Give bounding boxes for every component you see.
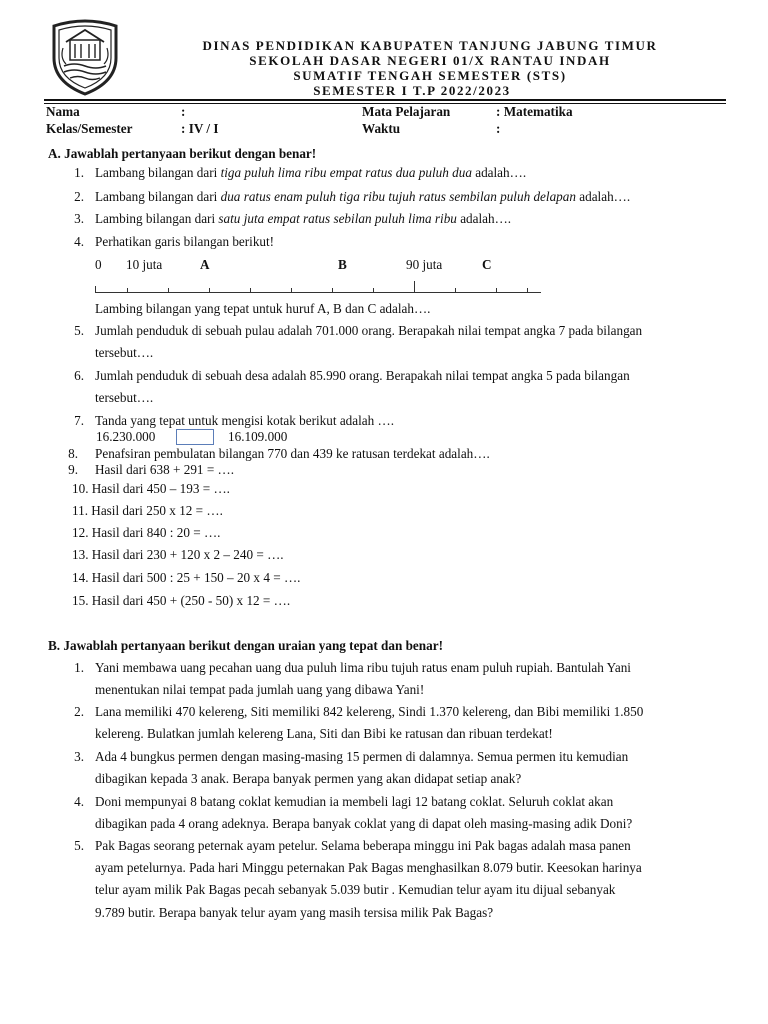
q7-number: 7.	[74, 413, 84, 428]
header-line-2: SEKOLAH DASAR NEGERI 01/X RANTAU INDAH	[249, 53, 611, 68]
b3-text-line1: Ada 4 bungkus permen dengan masing-masing 15 permen di dalamnya. Semua permen itu kemudian	[95, 749, 629, 764]
q9-text: Hasil dari 638 + 291 = ….	[95, 462, 235, 477]
numberline-label-0: 0	[95, 257, 102, 272]
section-b-title: B. Jawablah pertanyaan berikut dengan uraian yang tepat dan benar!	[48, 638, 443, 653]
q13-line: 13. Hasil dari 230 + 120 x 2 – 240 = ….	[72, 547, 284, 562]
numberline-tick	[455, 288, 456, 293]
b5-text-line2: ayam petelurnya. Pada hari Minggu peternakan Pak Bagas menghasilkan 8.079 butir. Keesokan harinya	[95, 860, 642, 875]
q10-line: 10. Hasil dari 450 – 193 = ….	[72, 481, 230, 496]
q6-text-line2: tersebut….	[95, 390, 154, 405]
numberline-label-b: B	[338, 257, 347, 272]
b1-text-line2: menentukan nilai tempat pada jumlah uang yang dibawa Yani!	[95, 682, 425, 697]
q8-number: 8.	[68, 446, 78, 461]
header-line-3: SUMATIF TENGAH SEMESTER (STS)	[293, 68, 567, 83]
numberline-label-c: C	[482, 257, 492, 272]
q15-line: 15. Hasil dari 450 + (250 - 50) x 12 = ….	[72, 593, 291, 608]
q8-text: Penafsiran pembulatan bilangan 770 dan 439 ke ratusan terdekat adalah….	[95, 446, 490, 461]
numberline-tick	[168, 288, 169, 293]
numberline-tick	[250, 288, 251, 293]
numberline-tick	[414, 281, 415, 293]
waktu-colon: :	[496, 121, 501, 136]
q5-text-line2: tersebut….	[95, 345, 154, 360]
numberline-tick	[291, 288, 292, 293]
q4-number: 4.	[74, 234, 84, 249]
b5-text-line4: 9.789 butir. Berapa banyak telur ayam yang masih tersisa milik Pak Bagas?	[95, 905, 494, 920]
header-line-4: SEMESTER I T.P 2022/2023	[313, 83, 511, 98]
q4-text: Perhatikan garis bilangan berikut!	[95, 234, 275, 249]
header-rule-thick	[44, 99, 726, 101]
q2-number: 2.	[74, 189, 84, 204]
waktu-label: Waktu	[362, 121, 401, 136]
numberline-tick	[127, 288, 128, 293]
q7-left-number: 16.230.000	[96, 429, 156, 444]
b1-number: 1.	[74, 660, 84, 675]
numberline-tick	[95, 286, 96, 293]
q6-number: 6.	[74, 368, 84, 383]
q3-text: Lambing bilangan dari satu juta empat ratus sebilan puluh lima ribu adalah….	[95, 211, 512, 226]
b4-text-line1: Doni mempunyai 8 batang coklat kemudian ia membeli lagi 12 batang coklat. Seluruh coklat akan	[95, 794, 614, 809]
nama-label: Nama	[46, 104, 80, 119]
q2-text: Lambang bilangan dari dua ratus enam puluh tiga ribu tujuh ratus sembilan puluh delapan adalah….	[95, 189, 631, 204]
b2-text-line1: Lana memiliki 470 kelereng, Siti memiliki 842 kelereng, Sindi 1.370 kelereng, dan Bibi memiliki 1.850	[95, 704, 644, 719]
mapel-value: : Matematika	[496, 104, 573, 119]
q14-line: 14. Hasil dari 500 : 25 + 150 – 20 x 4 = ….	[72, 570, 301, 585]
numberline-label-a: A	[200, 257, 210, 272]
q5-text-line1: Jumlah penduduk di sebuah pulau adalah 701.000 orang. Berapakah nilai tempat angka 7 pada bilangan	[95, 323, 643, 338]
q4-after-text: Lambing bilangan yang tepat untuk huruf A, B dan C adalah….	[95, 301, 431, 316]
b4-text-line2: dibagikan pada 4 orang adeknya. Berapa banyak coklat yang di dapat oleh masing-masing adik Doni?	[95, 816, 633, 831]
numberline-tick	[496, 288, 497, 293]
q11-line: 11. Hasil dari 250 x 12 = ….	[72, 503, 223, 518]
b2-number: 2.	[74, 704, 84, 719]
b4-number: 4.	[74, 794, 84, 809]
q1-text: Lambang bilangan dari tiga puluh lima ribu empat ratus dua puluh dua adalah….	[95, 165, 527, 180]
q7-right-number: 16.109.000	[228, 429, 288, 444]
b1-text-line1: Yani membawa uang pecahan uang dua puluh lima ribu tujuh ratus enam puluh rupiah. Bantulah Yani	[95, 660, 631, 675]
numberline-label-90juta: 90 juta	[406, 257, 443, 272]
q7-answer-box[interactable]	[176, 429, 214, 445]
numberline-label-10juta: 10 juta	[126, 257, 163, 272]
mapel-label: Mata Pelajaran	[362, 104, 451, 119]
numberline-axis	[95, 292, 541, 293]
header-line-1: DINAS PENDIDIKAN KABUPATEN TANJUNG JABUNG TIMUR	[202, 38, 658, 53]
q9-number: 9.	[68, 462, 78, 477]
numberline-tick	[209, 288, 210, 293]
q12-line: 12. Hasil dari 840 : 20 = ….	[72, 525, 221, 540]
b5-text-line1: Pak Bagas seorang peternak ayam petelur. Selama beberapa minggu ini Pak bagas adalah masa panen	[95, 838, 631, 853]
section-a-title: A. Jawablah pertanyaan berikut dengan benar!	[48, 146, 317, 161]
numberline-tick	[527, 288, 528, 293]
numberline-tick	[332, 288, 333, 293]
kelas-label: Kelas/Semester	[46, 121, 133, 136]
numberline-tick	[373, 288, 374, 293]
q3-number: 3.	[74, 211, 84, 226]
b3-number: 3.	[74, 749, 84, 764]
b5-number: 5.	[74, 838, 84, 853]
b5-text-line3: telur ayam milik Pak Bagas pecah sebanyak 5.039 butir . Kemudian telur ayam itu dijual sebanyak	[95, 882, 616, 897]
q5-number: 5.	[74, 323, 84, 338]
nama-colon: :	[181, 104, 186, 119]
kelas-value: : IV / I	[181, 121, 219, 136]
b3-text-line2: dibagikan kepada 3 anak. Berapa banyak permen yang akan didapat setiap anak?	[95, 771, 522, 786]
q1-number: 1.	[74, 165, 84, 180]
b2-text-line2: kelereng. Bulatkan jumlah kelereng Lana, Siti dan Bibi ke ratusan dan ribuan terdekat!	[95, 726, 553, 741]
q7-text: Tanda yang tepat untuk mengisi kotak berikut adalah ….	[95, 413, 395, 428]
q6-text-line1: Jumlah penduduk di sebuah desa adalah 85.990 orang. Berapakah nilai tempat angka 5 pada bilangan	[95, 368, 630, 383]
